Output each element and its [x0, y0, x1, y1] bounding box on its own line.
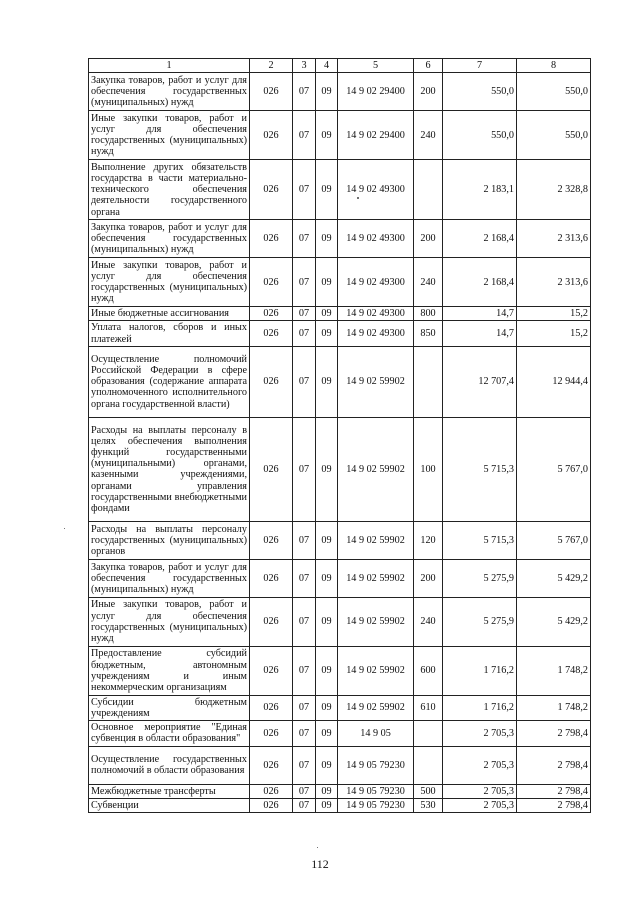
ministry-code-cell: 026 [250, 746, 293, 784]
section-code-cell: 07 [293, 746, 316, 784]
row-name-cell: Иные закупки товаров, работ и услуг для обеспечения государственных (муниципальных) нужд [89, 111, 250, 160]
amount-cell-col8: 2 328,8 [517, 160, 591, 220]
amount-cell-col8: 15,2 [517, 307, 591, 321]
amount-cell-col7: 5 715,3 [443, 417, 517, 521]
amount-cell-col8: 5 429,2 [517, 597, 591, 646]
row-name-cell: Закупка товаров, работ и услуг для обеспечения государственных (муниципальных) нужд [89, 73, 250, 111]
header-cell: 5 [338, 59, 414, 73]
ministry-code-cell: 026 [250, 559, 293, 597]
expense-type-cell: 120 [414, 521, 443, 559]
section-code-cell: 07 [293, 695, 316, 720]
expense-type-cell: 240 [414, 597, 443, 646]
expense-type-cell: 200 [414, 559, 443, 597]
amount-cell-col8: 2 313,6 [517, 220, 591, 258]
row-name-cell: Выполнение других обязательств государства в части материально-технического обеспечения деятельности государственного органа [89, 160, 250, 220]
table-row [89, 646, 591, 695]
subsection-code-cell: 09 [316, 220, 338, 258]
amount-cell-col7: 12 707,4 [443, 346, 517, 417]
ministry-code-cell: 026 [250, 111, 293, 160]
ministry-code-cell: 026 [250, 160, 293, 220]
section-code-cell: 07 [293, 559, 316, 597]
target-article-cell: 14 9 02 59902 [338, 695, 414, 720]
expense-type-cell [414, 746, 443, 784]
amount-cell-col7: 2 705,3 [443, 746, 517, 784]
table-row [89, 160, 591, 220]
target-article-cell: 14 9 02 49300 [338, 160, 414, 220]
section-code-cell: 07 [293, 521, 316, 559]
subsection-code-cell: 09 [316, 784, 338, 798]
row-name-cell: Предоставление субсидий бюджетным, автономным учреждениям и иным некоммерческим организациям [89, 646, 250, 695]
ministry-code-cell: 026 [250, 73, 293, 111]
budget-table [88, 58, 591, 813]
row-name-cell: Осуществление полномочий Российской Федерации в сфере образования (содержание аппарата уполномоченного исполнительного органа государственной власти) [89, 346, 250, 417]
amount-cell-col8: 2 798,4 [517, 721, 591, 746]
expense-type-cell: 200 [414, 73, 443, 111]
amount-cell-col7: 2 705,3 [443, 784, 517, 798]
subsection-code-cell: 09 [316, 160, 338, 220]
row-name-cell: Межбюджетные трансферты [89, 784, 250, 798]
target-article-cell: 14 9 02 59902 [338, 559, 414, 597]
subsection-code-cell: 09 [316, 346, 338, 417]
ministry-code-cell: 026 [250, 597, 293, 646]
subsection-code-cell: 09 [316, 695, 338, 720]
ministry-code-cell: 026 [250, 220, 293, 258]
expense-type-cell: 240 [414, 111, 443, 160]
row-name-cell: Субсидии бюджетным учреждениям [89, 695, 250, 720]
header-cell: 8 [517, 59, 591, 73]
section-code-cell: 07 [293, 646, 316, 695]
section-code-cell: 07 [293, 220, 316, 258]
row-name-cell: Иные закупки товаров, работ и услуг для обеспечения государственных (муниципальных) нужд [89, 597, 250, 646]
subsection-code-cell: 09 [316, 798, 338, 812]
amount-cell-col7: 5 275,9 [443, 597, 517, 646]
table-row [89, 346, 591, 417]
target-article-cell: 14 9 02 59902 [338, 346, 414, 417]
subsection-code-cell: 09 [316, 321, 338, 346]
section-code-cell: 07 [293, 307, 316, 321]
header-cell: 4 [316, 59, 338, 73]
table-row [89, 521, 591, 559]
target-article-cell: 14 9 02 49300 [338, 258, 414, 307]
amount-cell-col7: 2 705,3 [443, 721, 517, 746]
ministry-code-cell: 026 [250, 721, 293, 746]
expense-type-cell: 610 [414, 695, 443, 720]
target-article-cell: 14 9 05 79230 [338, 746, 414, 784]
table-row [89, 695, 591, 720]
header-cell: 6 [414, 59, 443, 73]
table-row [89, 721, 591, 746]
amount-cell-col8: 5 429,2 [517, 559, 591, 597]
target-article-cell: 14 9 05 [338, 721, 414, 746]
amount-cell-col7: 14,7 [443, 307, 517, 321]
expense-type-cell: 530 [414, 798, 443, 812]
table-row [89, 258, 591, 307]
row-name-cell: Иные бюджетные ассигнования [89, 307, 250, 321]
expense-type-cell: 240 [414, 258, 443, 307]
row-name-cell: Осуществление государственных полномочий в области образования [89, 746, 250, 784]
expense-type-cell: 100 [414, 417, 443, 521]
table-body [89, 73, 591, 813]
ministry-code-cell: 026 [250, 417, 293, 521]
amount-cell-col7: 14,7 [443, 321, 517, 346]
subsection-code-cell: 09 [316, 417, 338, 521]
section-code-cell: 07 [293, 73, 316, 111]
subsection-code-cell: 09 [316, 258, 338, 307]
target-article-cell: 14 9 02 59902 [338, 417, 414, 521]
scan-speck [317, 847, 318, 848]
header-cell: 3 [293, 59, 316, 73]
amount-cell-col7: 550,0 [443, 111, 517, 160]
row-name-cell: Иные закупки товаров, работ и услуг для обеспечения государственных (муниципальных) нужд [89, 258, 250, 307]
amount-cell-col8: 550,0 [517, 111, 591, 160]
row-name-cell: Закупка товаров, работ и услуг для обеспечения государственных (муниципальных) нужд [89, 559, 250, 597]
header-cell: 2 [250, 59, 293, 73]
expense-type-cell: 850 [414, 321, 443, 346]
target-article-cell: 14 9 02 59902 [338, 597, 414, 646]
ministry-code-cell: 026 [250, 321, 293, 346]
amount-cell-col8: 1 748,2 [517, 646, 591, 695]
amount-cell-col8: 12 944,4 [517, 346, 591, 417]
row-name-cell: Уплата налогов, сборов и иных платежей [89, 321, 250, 346]
header-cell: 1 [89, 59, 250, 73]
row-name-cell: Расходы на выплаты персоналу в целях обеспечения выполнения функций государственными (муниципальными) органами, казенными учреждениями, органами управления государственными внебюджетными фондами [89, 417, 250, 521]
table-row [89, 559, 591, 597]
target-article-cell: 14 9 02 29400 [338, 73, 414, 111]
amount-cell-col7: 2 168,4 [443, 220, 517, 258]
expense-type-cell [414, 721, 443, 746]
table-row [89, 321, 591, 346]
amount-cell-col7: 1 716,2 [443, 695, 517, 720]
table-row [89, 417, 591, 521]
expense-type-cell: 500 [414, 784, 443, 798]
subsection-code-cell: 09 [316, 597, 338, 646]
scan-speck [357, 197, 359, 199]
table-row [89, 111, 591, 160]
ministry-code-cell: 026 [250, 784, 293, 798]
ministry-code-cell: 026 [250, 646, 293, 695]
subsection-code-cell: 09 [316, 73, 338, 111]
subsection-code-cell: 09 [316, 746, 338, 784]
target-article-cell: 14 9 02 49300 [338, 220, 414, 258]
amount-cell-col7: 5 715,3 [443, 521, 517, 559]
amount-cell-col7: 550,0 [443, 73, 517, 111]
table-row [89, 597, 591, 646]
section-code-cell: 07 [293, 321, 316, 346]
subsection-code-cell: 09 [316, 559, 338, 597]
table-row [89, 307, 591, 321]
section-code-cell: 07 [293, 160, 316, 220]
amount-cell-col7: 1 716,2 [443, 646, 517, 695]
amount-cell-col8: 15,2 [517, 321, 591, 346]
amount-cell-col8: 2 798,4 [517, 798, 591, 812]
amount-cell-col7: 5 275,9 [443, 559, 517, 597]
expense-type-cell [414, 160, 443, 220]
amount-cell-col7: 2 705,3 [443, 798, 517, 812]
amount-cell-col8: 2 798,4 [517, 746, 591, 784]
target-article-cell: 14 9 02 49300 [338, 307, 414, 321]
subsection-code-cell: 09 [316, 721, 338, 746]
section-code-cell: 07 [293, 111, 316, 160]
target-article-cell: 14 9 05 79230 [338, 784, 414, 798]
expense-type-cell: 200 [414, 220, 443, 258]
section-code-cell: 07 [293, 346, 316, 417]
section-code-cell: 07 [293, 798, 316, 812]
table-row [89, 746, 591, 784]
target-article-cell: 14 9 02 29400 [338, 111, 414, 160]
table-row [89, 73, 591, 111]
target-article-cell: 14 9 02 49300 [338, 321, 414, 346]
target-article-cell: 14 9 02 59902 [338, 646, 414, 695]
target-article-cell: 14 9 02 59902 [338, 521, 414, 559]
subsection-code-cell: 09 [316, 307, 338, 321]
page-number: 112 [311, 857, 329, 871]
subsection-code-cell: 09 [316, 521, 338, 559]
ministry-code-cell: 026 [250, 307, 293, 321]
row-name-cell: Субвенции [89, 798, 250, 812]
row-name-cell: Расходы на выплаты персоналу государственных (муниципальных) органов [89, 521, 250, 559]
amount-cell-col7: 2 183,1 [443, 160, 517, 220]
scan-speck [64, 528, 65, 529]
amount-cell-col8: 2 313,6 [517, 258, 591, 307]
amount-cell-col8: 2 798,4 [517, 784, 591, 798]
table-row [89, 798, 591, 812]
section-code-cell: 07 [293, 597, 316, 646]
ministry-code-cell: 026 [250, 346, 293, 417]
row-name-cell: Основное мероприятие "Единая субвенция в области образования" [89, 721, 250, 746]
header-cell: 7 [443, 59, 517, 73]
section-code-cell: 07 [293, 784, 316, 798]
ministry-code-cell: 026 [250, 258, 293, 307]
ministry-code-cell: 026 [250, 798, 293, 812]
section-code-cell: 07 [293, 258, 316, 307]
table-row [89, 784, 591, 798]
expense-type-cell [414, 346, 443, 417]
header-row [89, 59, 591, 73]
row-name-cell: Закупка товаров, работ и услуг для обеспечения государственных (муниципальных) нужд [89, 220, 250, 258]
ministry-code-cell: 026 [250, 521, 293, 559]
expense-type-cell: 600 [414, 646, 443, 695]
expense-type-cell: 800 [414, 307, 443, 321]
amount-cell-col7: 2 168,4 [443, 258, 517, 307]
subsection-code-cell: 09 [316, 111, 338, 160]
target-article-cell: 14 9 05 79230 [338, 798, 414, 812]
subsection-code-cell: 09 [316, 646, 338, 695]
amount-cell-col8: 550,0 [517, 73, 591, 111]
amount-cell-col8: 5 767,0 [517, 521, 591, 559]
ministry-code-cell: 026 [250, 695, 293, 720]
amount-cell-col8: 1 748,2 [517, 695, 591, 720]
table-row [89, 220, 591, 258]
section-code-cell: 07 [293, 417, 316, 521]
amount-cell-col8: 5 767,0 [517, 417, 591, 521]
section-code-cell: 07 [293, 721, 316, 746]
